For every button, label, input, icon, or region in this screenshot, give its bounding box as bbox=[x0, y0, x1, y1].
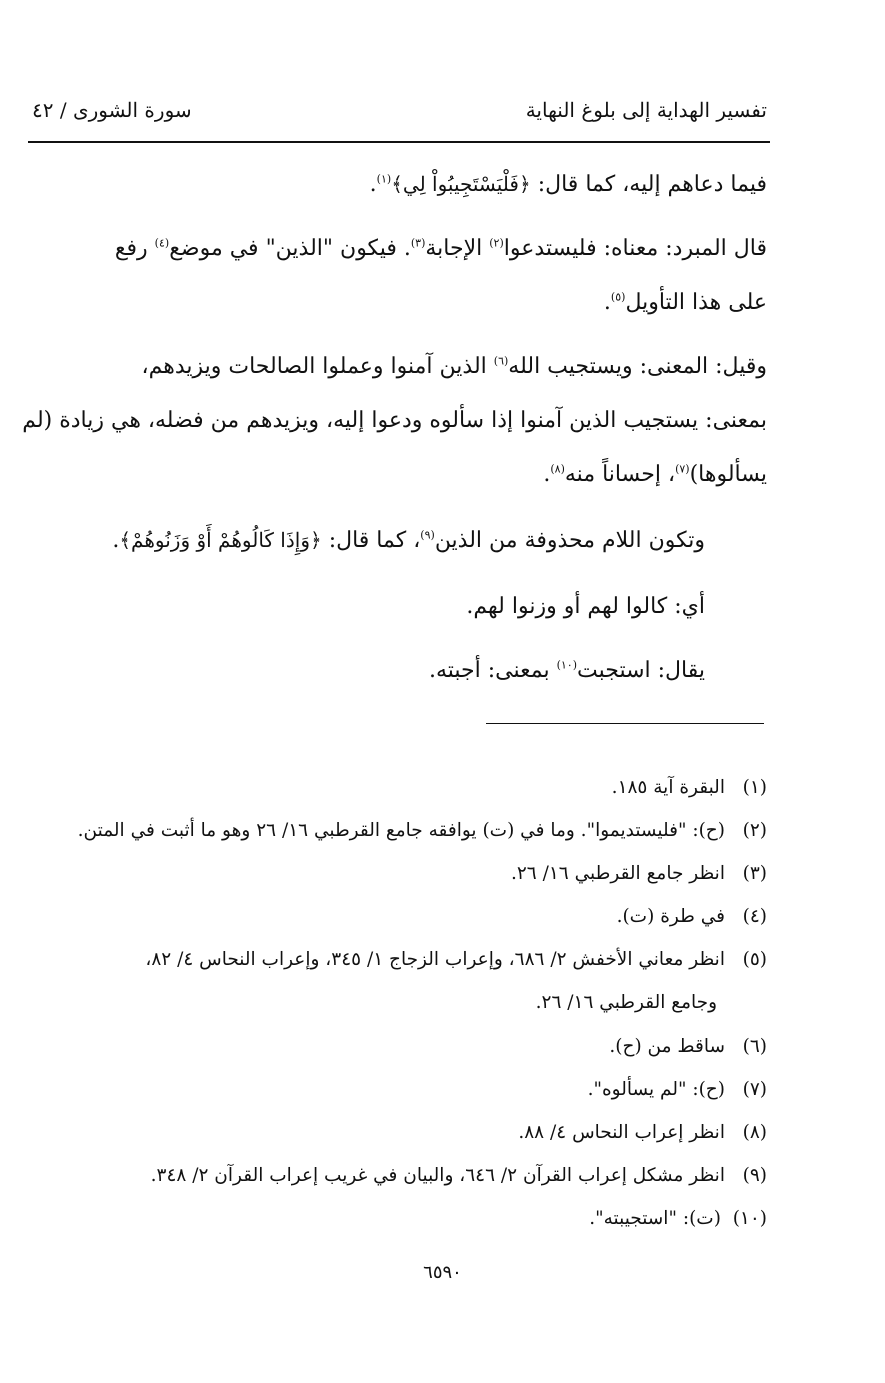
header-rule bbox=[28, 141, 770, 143]
paragraph-line-5: بمعنى: يستجيب الذين آمنوا إذا سألوه ودعوا إليه، ويزيدهم من فضله، هي زيادة (لم bbox=[22, 408, 767, 433]
footnote-ref: (٢) bbox=[489, 236, 504, 250]
footnote-item: (٤) في طرة (ت). bbox=[616, 906, 767, 927]
paragraph-line-7: وتكون اللام محذوفة من الذين$^{(٩)}$، كما قال: ﴿وَإِذَا كَالُوهُمْ أَوْ وَزَنُوهُمْ﴾. bbox=[112, 528, 705, 553]
paragraph-line-2: قال المبرد: معناه: فليستدعوا$^{(٢)}$ الإجابة$^{(٣)}$. فيكون "الذين" في موضع$^{(٤)}$ رفع bbox=[114, 236, 767, 261]
running-title: تفسير الهداية إلى بلوغ النهاية bbox=[525, 98, 767, 122]
footnote-continuation: وجامع القرطبي ١٦/ ٢٦. bbox=[535, 992, 717, 1013]
paragraph-line-1: فيما دعاهم إليه، كما قال: ﴿فَلْيَسْتَجِيبُواْ لِي﴾$^{(١)}$. bbox=[369, 172, 767, 197]
paragraph-line-6: يسألوها)$^{(٧)}$، إحساناً منه$^{(٨)}$. bbox=[543, 462, 767, 487]
footnote-ref: (٩) bbox=[420, 528, 435, 542]
footnote-item: (٢) (ح): "فليستديموا". وما في (ت) يوافقه جامع القرطبي ١٦/ ٢٦ وهو ما أثبت في المتن. bbox=[77, 820, 767, 841]
footnote-ref: (١) bbox=[376, 172, 392, 186]
footnote-item: (٣) انظر جامع القرطبي ١٦/ ٢٦. bbox=[510, 863, 767, 884]
footnote-ref: (٥) bbox=[610, 290, 626, 304]
footnote-item: (١٠) (ت): "استجيبته". bbox=[589, 1208, 767, 1229]
surah-page-label: سورة الشورى / ٤٢ bbox=[32, 98, 192, 122]
footnote-ref: (٦) bbox=[493, 354, 509, 368]
footnote-separator bbox=[486, 723, 764, 724]
footnote-item: (٩) انظر مشكل إعراب القرآن ٢/ ٦٤٦، والبيان في غريب إعراب القرآن ٢/ ٣٤٨. bbox=[150, 1165, 767, 1186]
quran-verse: ﴿وَإِذَا كَالُوهُمْ أَوْ وَزَنُوهُمْ﴾ bbox=[119, 528, 322, 552]
footnote-item: (٧) (ح): "لم يسألوه". bbox=[587, 1079, 767, 1100]
footnote-item: (٥) انظر معاني الأخفش ٢/ ٦٨٦، وإعراب الزجاج ١/ ٣٤٥، وإعراب النحاس ٤/ ٨٢، bbox=[145, 949, 767, 970]
paragraph-line-4: وقيل: المعنى: ويستجيب الله$^{(٦)}$ الذين آمنوا وعملوا الصالحات ويزيدهم، bbox=[141, 354, 767, 379]
footnote-ref: (١٠) bbox=[556, 658, 578, 672]
footnote-ref: (٧) bbox=[675, 462, 690, 476]
footnote-item: (٦) ساقط من (ح). bbox=[609, 1036, 767, 1057]
page-number: ٦٥٩٠ bbox=[423, 1262, 462, 1283]
paragraph-line-9: يقال: استجبت$^{(١٠)}$ بمعنى: أجبته. bbox=[428, 658, 705, 683]
footnote-item: (١) البقرة آية ١٨٥. bbox=[611, 777, 767, 798]
quran-verse: ﴿فَلْيَسْتَجِيبُواْ لِي﴾ bbox=[391, 172, 531, 196]
footnote-item: (٨) انظر إعراب النحاس ٤/ ٨٨. bbox=[518, 1122, 767, 1143]
footnote-ref: (٨) bbox=[550, 462, 565, 476]
footnote-ref: (٣) bbox=[410, 236, 426, 250]
paragraph-line-8: أي: كالوا لهم أو وزنوا لهم. bbox=[466, 594, 705, 619]
paragraph-line-3: على هذا التأويل$^{(٥)}$. bbox=[603, 290, 767, 315]
footnote-ref: (٤) bbox=[154, 236, 170, 250]
